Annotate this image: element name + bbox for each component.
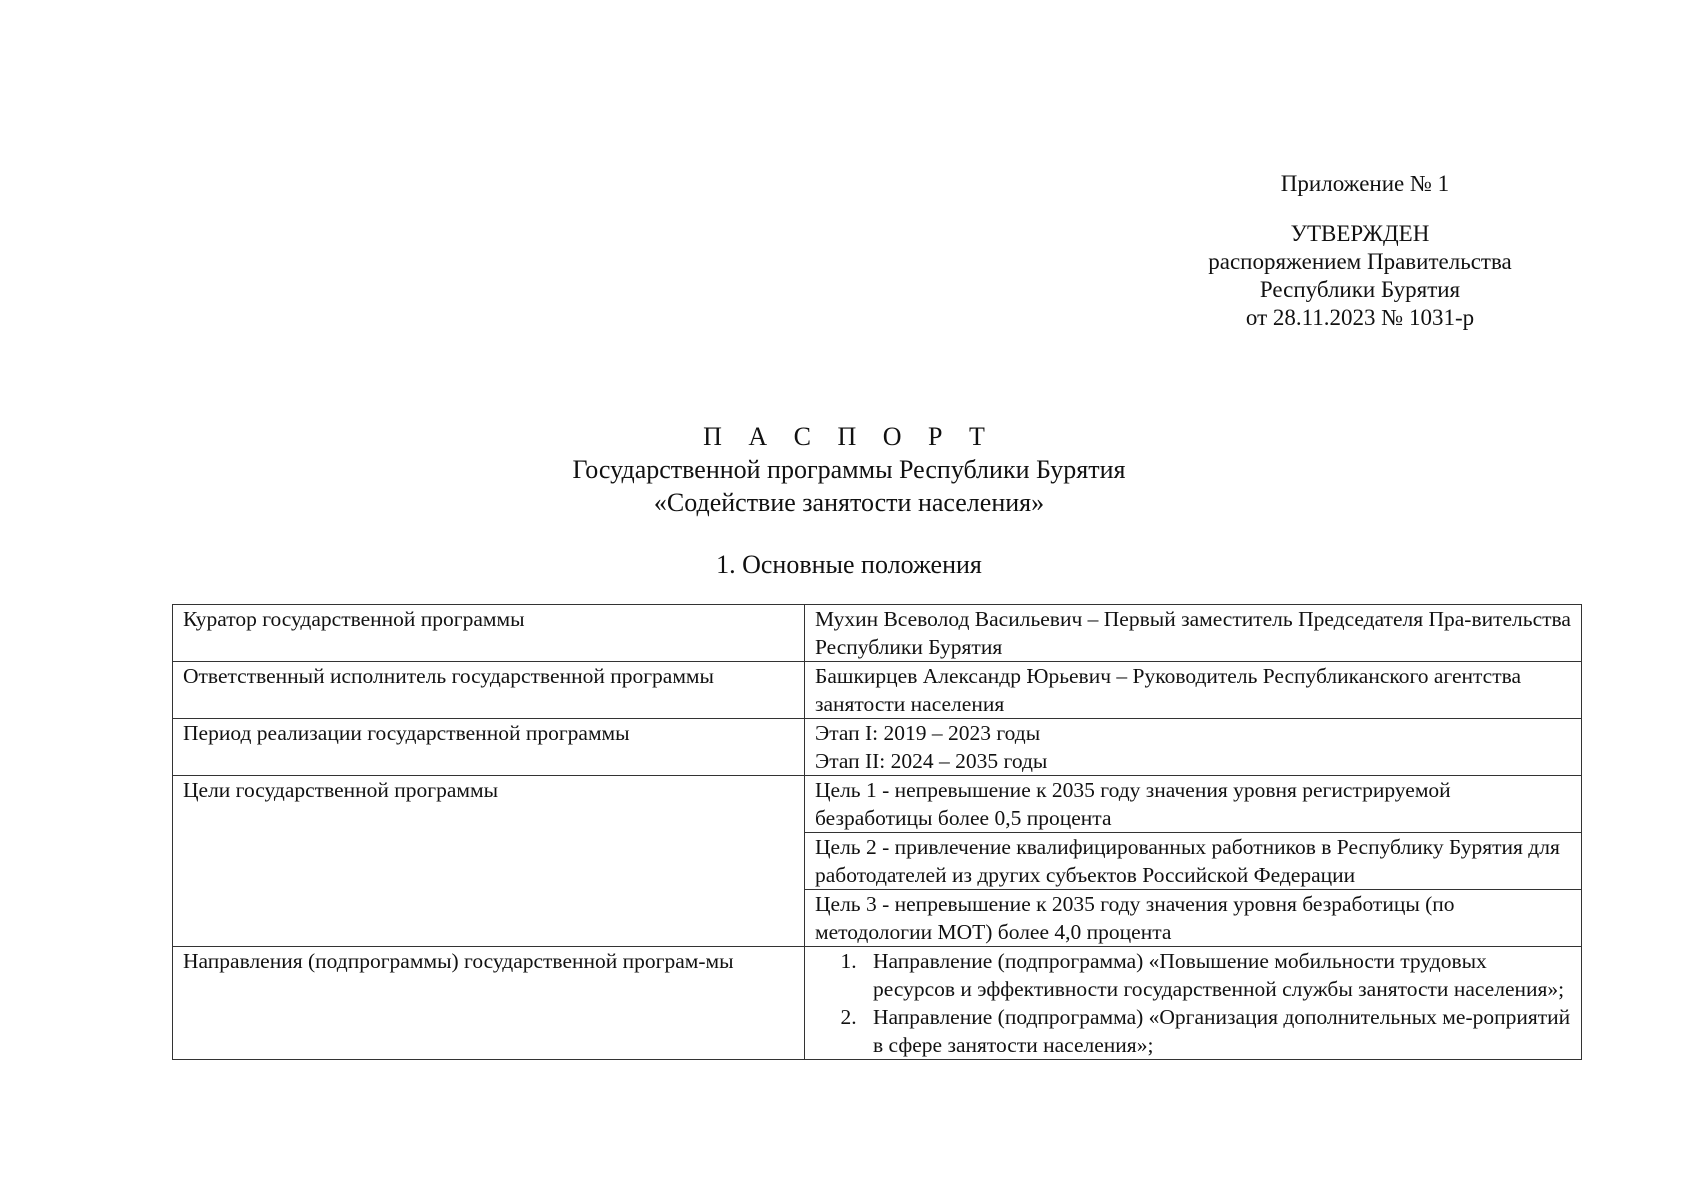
appendix-number: Приложение № 1	[1280, 171, 1450, 196]
table-row	[173, 719, 1582, 776]
table-row	[173, 605, 1582, 662]
passport-heading: П А С П О Р Т	[703, 422, 995, 451]
stage-1: Этап I: 2019 – 2023 годы	[815, 721, 1041, 745]
approval-date-number: от 28.11.2023 № 1031-р	[1245, 305, 1475, 330]
goal-1: Цель 1 - непревышение к 2035 году значения уровня регистрируемой безработицы более 0,5 процента	[805, 776, 1582, 833]
document-title	[0, 420, 1698, 581]
row-label: Период реализации государственной программы	[173, 719, 805, 776]
direction-item-1: 1. Направление (подпрограмма) «Повышение мобильности трудовых ресурсов и эффективности государственной службы занятости населения»;	[862, 947, 1571, 1003]
table-row	[173, 947, 1582, 1060]
passport-table	[172, 604, 1582, 1060]
row-value	[805, 947, 1582, 1060]
row-label: Ответственный исполнитель государственной программы	[173, 662, 805, 719]
row-value: Башкирцев Александр Юрьевич – Руководитель Республиканского агентства занятости населения	[805, 662, 1582, 719]
approval-line-1: распоряжением Правительства	[1208, 249, 1512, 274]
goal-3: Цель 3 - непревышение к 2035 году значения уровня безработицы (по методологии МОТ) более 4,0 процента	[805, 890, 1582, 947]
stage-2: Этап II: 2024 – 2035 годы	[815, 749, 1048, 773]
row-value	[805, 719, 1582, 776]
approval-stamp	[1150, 170, 1570, 332]
row-label: Цели государственной программы	[173, 776, 805, 947]
goal-2: Цель 2 - привлечение квалифицированных работников в Республику Бурятия для работодателей из других субъектов Российской Федерации	[805, 833, 1582, 890]
table-row	[173, 776, 1582, 833]
program-title-line-2: «Содействие занятости населения»	[653, 488, 1045, 517]
row-value: Мухин Всеволод Васильевич – Первый заместитель Председателя Пра-вительства Республики Бурятия	[805, 605, 1582, 662]
direction-item-2: 2. Направление (подпрограмма) «Организация дополнительных ме-роприятий в сфере занятости населения»;	[862, 1003, 1571, 1059]
table-row	[173, 662, 1582, 719]
row-label: Направления (подпрограммы) государственной програм-мы	[173, 947, 805, 1060]
approved-label: УТВЕРЖДЕН	[1290, 221, 1430, 246]
directions-list	[815, 947, 1571, 1059]
program-title-line-1: Государственной программы Республики Бурятия	[572, 455, 1126, 484]
approval-line-2: Республики Бурятия	[1259, 277, 1461, 302]
section-heading: 1. Основные положения	[716, 550, 982, 579]
row-label: Куратор государственной программы	[173, 605, 805, 662]
